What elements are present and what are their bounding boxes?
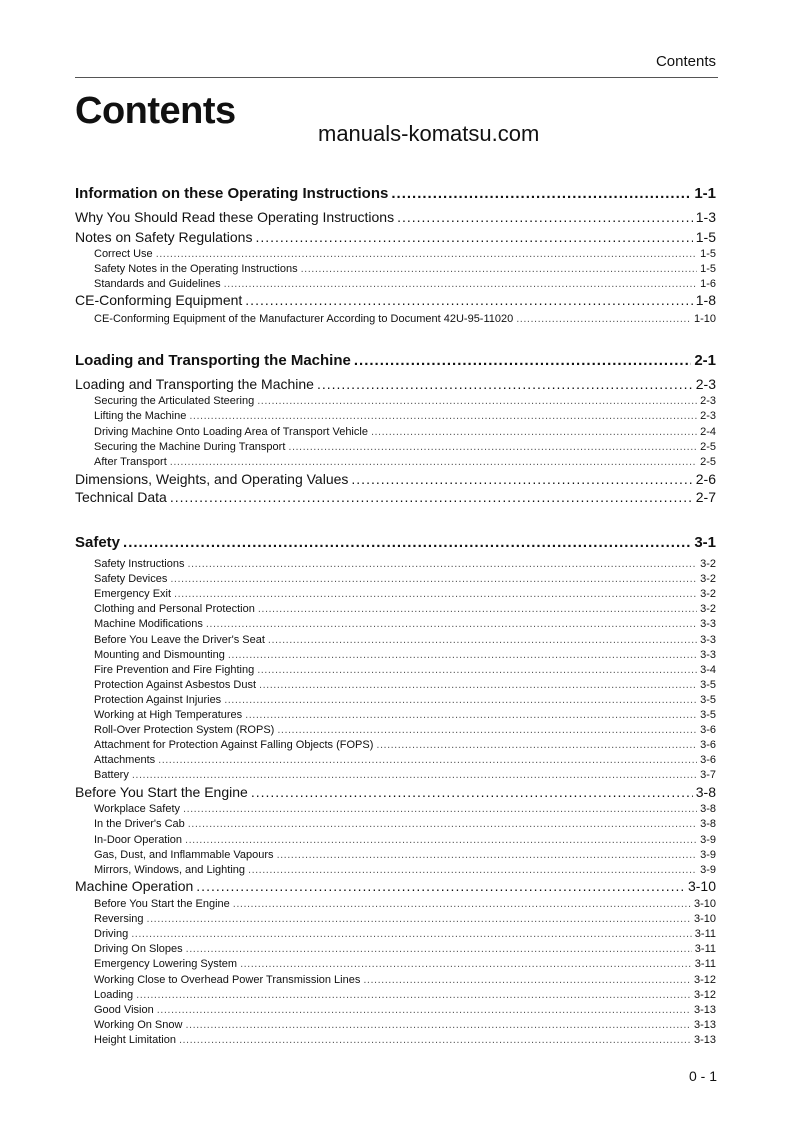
toc-page-number: 3-11 (694, 942, 716, 955)
toc-page-number: 2-3 (700, 394, 716, 407)
dot-leader (224, 694, 697, 706)
toc-entry-level-2[interactable] (75, 471, 716, 488)
toc-page-number: 3-2 (700, 587, 716, 600)
toc-entry-level-3[interactable] (94, 769, 716, 782)
toc-entry-title: Lifting the Machine (94, 409, 187, 422)
toc-page-number: 1-10 (693, 312, 716, 325)
dot-leader (131, 928, 692, 940)
toc-entry-level-2[interactable] (75, 878, 716, 895)
toc-entry-level-3[interactable] (94, 1034, 716, 1047)
dot-leader (258, 603, 697, 615)
toc-entry-level-3[interactable] (94, 754, 716, 767)
toc-entry-level-3[interactable] (94, 558, 716, 571)
dot-leader (371, 426, 697, 438)
toc-entry-level-3[interactable] (94, 395, 716, 408)
toc-entry-level-3[interactable] (94, 649, 716, 662)
toc-page-number: 2-5 (700, 440, 716, 453)
dot-leader (245, 709, 697, 721)
toc-entry-title: Safety Instructions (94, 557, 185, 570)
toc-entry-level-3[interactable] (94, 278, 716, 291)
toc-page-number: 2-1 (694, 352, 716, 369)
toc-page-number: 3-6 (700, 753, 716, 766)
dot-leader (251, 784, 693, 800)
toc-entry-title: Safety (75, 534, 121, 551)
toc-page-number: 3-3 (700, 633, 716, 646)
toc-page-number: 1-5 (700, 247, 716, 260)
toc-entry-title: Before You Start the Engine (75, 783, 248, 800)
toc-page-number: 3-10 (693, 897, 716, 910)
dot-leader (123, 534, 691, 551)
toc-entry-level-3[interactable] (94, 426, 716, 439)
toc-page-number: 3-9 (700, 848, 716, 861)
toc-page-number: 1-6 (700, 277, 716, 290)
dot-leader (156, 248, 697, 260)
toc-entry-title: Technical Data (75, 488, 167, 505)
toc-entry-title: Working Close to Overhead Power Transmission Lines (94, 973, 361, 986)
toc-page-number: 3-1 (694, 534, 716, 551)
toc-entry-title: Protection Against Injuries (94, 693, 222, 706)
toc-page-number: 2-6 (695, 470, 716, 487)
toc-entry-level-3[interactable] (94, 724, 716, 737)
toc-entry-title: Reversing (94, 912, 144, 925)
toc-page-number: 3-10 (687, 877, 716, 894)
toc-entry-level-3[interactable] (94, 664, 716, 677)
toc-entry-title: Height Limitation (94, 1033, 176, 1046)
dot-leader (248, 864, 697, 876)
dot-leader (301, 263, 697, 275)
toc-entry-level-2[interactable] (75, 292, 716, 309)
toc-entry-level-1[interactable] (75, 185, 716, 203)
toc-entry-title: CE-Conforming Equipment (75, 291, 243, 308)
toc-page-number: 3-8 (695, 783, 716, 800)
dot-leader (245, 292, 692, 308)
dot-leader (179, 1034, 691, 1046)
toc-entry-level-3[interactable] (94, 818, 716, 831)
dot-leader (188, 558, 698, 570)
toc-entry-title: Loading and Transporting the Machine (75, 352, 351, 369)
dot-leader (196, 878, 685, 894)
toc-entry-level-3[interactable] (94, 974, 716, 987)
dot-leader (186, 943, 692, 955)
toc-entry-level-3[interactable] (94, 1004, 716, 1017)
dot-leader (240, 958, 692, 970)
dot-leader (351, 471, 692, 487)
toc-entry-title: Mirrors, Windows, and Lighting (94, 863, 246, 876)
dot-leader (174, 588, 697, 600)
toc-page-number: 3-10 (693, 912, 716, 925)
page-number: 0 - 1 (688, 1068, 717, 1084)
toc-page-number: 1-8 (695, 291, 716, 308)
toc-entry-title: Emergency Exit (94, 587, 172, 600)
toc-page-number: 3-4 (700, 663, 716, 676)
toc-page-number: 3-2 (700, 602, 716, 615)
toc-entry-level-3[interactable] (94, 679, 716, 692)
toc-entry-title: Working On Snow (94, 1018, 183, 1031)
toc-entry-level-3[interactable] (94, 441, 716, 454)
dot-leader (185, 834, 697, 846)
toc-entry-level-1[interactable] (75, 352, 716, 370)
dot-leader (516, 313, 691, 325)
toc-entry-title: Attachments (94, 753, 156, 766)
dot-leader (224, 278, 698, 290)
dot-leader (170, 456, 697, 468)
toc-entry-level-2[interactable] (75, 489, 716, 506)
toc-entry-title: Emergency Lowering System (94, 957, 238, 970)
toc-entry-title: Information on these Operating Instructions (75, 185, 389, 202)
toc-page-number: 2-5 (700, 455, 716, 468)
toc-entry-level-3[interactable] (94, 313, 716, 326)
toc-entry-title: Correct Use (94, 247, 153, 260)
dot-leader (157, 1004, 691, 1016)
toc-entry-level-3[interactable] (94, 913, 716, 926)
toc-entry-title: Before You Start the Engine (94, 897, 230, 910)
toc-page-number: 2-7 (695, 488, 716, 505)
toc-page-number: 1-1 (694, 185, 716, 202)
toc-entry-title: Driving On Slopes (94, 942, 183, 955)
toc-page-number: 3-2 (700, 557, 716, 570)
toc-entry-title: Workplace Safety (94, 802, 181, 815)
toc-page-number: 3-13 (693, 1033, 716, 1046)
dot-leader (147, 913, 691, 925)
toc-entry-title: Fire Prevention and Fire Fighting (94, 663, 255, 676)
toc-entry-title: In-Door Operation (94, 833, 183, 846)
dot-leader (185, 1019, 691, 1031)
toc-entry-title: Standards and Guidelines (94, 277, 221, 290)
toc-page-number: 3-3 (700, 648, 716, 661)
toc-entry-title: Safety Devices (94, 572, 168, 585)
toc-entry-level-3[interactable] (94, 634, 716, 647)
toc-entry-title: Why You Should Read these Operating Instructions (75, 208, 395, 225)
dot-leader (170, 489, 693, 505)
dot-leader (376, 739, 697, 751)
dot-leader (228, 649, 697, 661)
toc-entry-level-3[interactable] (94, 573, 716, 586)
toc-page-number: 1-3 (695, 208, 716, 225)
toc-entry-title: Securing the Machine During Transport (94, 440, 286, 453)
dot-leader (136, 989, 691, 1001)
toc-entry-title: Good Vision (94, 1003, 154, 1016)
toc-entry-level-3[interactable] (94, 456, 716, 469)
toc-entry-level-3[interactable] (94, 410, 716, 423)
toc-entry-title: CE-Conforming Equipment of the Manufacturer According to Document 42U-95-11020 (94, 312, 514, 325)
toc-entry-level-2[interactable] (75, 209, 716, 226)
toc-entry-title: Roll-Over Protection System (ROPS) (94, 723, 275, 736)
toc-entry-level-2[interactable] (75, 784, 716, 801)
toc-entry-title: Notes on Safety Regulations (75, 228, 253, 245)
toc-entry-level-3[interactable] (94, 834, 716, 847)
dot-leader (183, 803, 697, 815)
header-divider (75, 77, 718, 78)
dot-leader (206, 618, 697, 630)
toc-page-number: 3-13 (693, 1003, 716, 1016)
dot-leader (257, 395, 697, 407)
toc-entry-title: Working at High Temperatures (94, 708, 243, 721)
toc-entry-title: Driving Machine Onto Loading Area of Transport Vehicle (94, 425, 368, 438)
dot-leader (391, 185, 691, 202)
toc-entry-level-2[interactable] (75, 376, 716, 393)
toc-entry-title: Before You Leave the Driver's Seat (94, 633, 265, 646)
toc-entry-level-3[interactable] (94, 248, 716, 261)
toc-page-number: 3-5 (700, 693, 716, 706)
toc-page-number: 2-3 (695, 375, 716, 392)
toc-entry-level-3[interactable] (94, 943, 716, 956)
toc-entry-title: Attachment for Protection Against Falling Objects (FOPS) (94, 738, 374, 751)
toc-entry-level-3[interactable] (94, 603, 716, 616)
toc-page-number: 3-5 (700, 678, 716, 691)
toc-entry-title: After Transport (94, 455, 167, 468)
toc-page-number: 3-12 (693, 988, 716, 1001)
dot-leader (189, 410, 697, 422)
toc-page-number: 3-6 (700, 723, 716, 736)
dot-leader (259, 679, 697, 691)
toc-entry-level-3[interactable] (94, 709, 716, 722)
dot-leader (288, 441, 697, 453)
dot-leader (170, 573, 697, 585)
page-title: Contents (75, 90, 236, 132)
toc-page-number: 3-11 (694, 957, 716, 970)
toc-entry-title: In the Driver's Cab (94, 817, 185, 830)
toc-entry-level-3[interactable] (94, 694, 716, 707)
dot-leader (233, 898, 691, 910)
toc-entry-title: Machine Operation (75, 877, 194, 894)
toc-page-number: 3-9 (700, 863, 716, 876)
toc-entry-title: Securing the Articulated Steering (94, 394, 255, 407)
toc-page-number: 3-11 (694, 927, 716, 940)
toc-page-number: 1-5 (700, 262, 716, 275)
toc-page-number: 3-8 (700, 802, 716, 815)
toc-page-number: 3-2 (700, 572, 716, 585)
toc-entry-level-3[interactable] (94, 618, 716, 631)
toc-entry-level-3[interactable] (94, 989, 716, 1002)
toc-entry-title: Mounting and Dismounting (94, 648, 225, 661)
toc-entry-title: Driving (94, 927, 129, 940)
dot-leader (277, 724, 697, 736)
toc-entry-level-3[interactable] (94, 739, 716, 752)
dot-leader (268, 634, 697, 646)
toc-entry-level-3[interactable] (94, 803, 716, 816)
toc-page-number: 3-13 (693, 1018, 716, 1031)
dot-leader (277, 849, 698, 861)
toc-page-number: 3-3 (700, 617, 716, 630)
toc-entry-level-3[interactable] (94, 864, 716, 877)
toc-entry-level-2[interactable] (75, 229, 716, 246)
toc-entry-level-3[interactable] (94, 928, 716, 941)
dot-leader (132, 769, 697, 781)
dot-leader (363, 974, 691, 986)
toc-entry-level-1[interactable] (75, 534, 716, 552)
toc-page-number: 3-7 (700, 768, 716, 781)
toc-page-number: 2-4 (700, 425, 716, 438)
dot-leader (257, 664, 697, 676)
dot-leader (255, 229, 692, 245)
toc-entry-title: Loading and Transporting the Machine (75, 375, 314, 392)
toc-entry-title: Safety Notes in the Operating Instructions (94, 262, 298, 275)
toc-entry-title: Gas, Dust, and Inflammable Vapours (94, 848, 274, 861)
dot-leader (158, 754, 697, 766)
dot-leader (317, 376, 693, 392)
toc-entry-title: Dimensions, Weights, and Operating Values (75, 470, 349, 487)
watermark-url: manuals-komatsu.com (318, 121, 540, 146)
toc-entry-title: Machine Modifications (94, 617, 203, 630)
toc-page-number: 3-12 (693, 973, 716, 986)
dot-leader (397, 209, 693, 225)
toc-page-number: 1-5 (695, 228, 716, 245)
toc-entry-level-3[interactable] (94, 849, 716, 862)
running-header: Contents (655, 53, 716, 70)
toc-page-number: 3-9 (700, 833, 716, 846)
dot-leader (354, 352, 691, 369)
toc-entry-title: Battery (94, 768, 129, 781)
toc-entry-level-3[interactable] (94, 588, 716, 601)
toc-page-number: 2-3 (700, 409, 716, 422)
toc-entry-level-3[interactable] (94, 1019, 716, 1032)
toc-entry-title: Loading (94, 988, 134, 1001)
toc-entry-title: Protection Against Asbestos Dust (94, 678, 257, 691)
toc-entry-level-3[interactable] (94, 898, 716, 911)
toc-entry-level-3[interactable] (94, 958, 716, 971)
toc-page-number: 3-8 (700, 817, 716, 830)
dot-leader (188, 818, 697, 830)
toc-entry-level-3[interactable] (94, 263, 716, 276)
toc-page-number: 3-6 (700, 738, 716, 751)
toc-entry-title: Clothing and Personal Protection (94, 602, 255, 615)
toc-page-number: 3-5 (700, 708, 716, 721)
